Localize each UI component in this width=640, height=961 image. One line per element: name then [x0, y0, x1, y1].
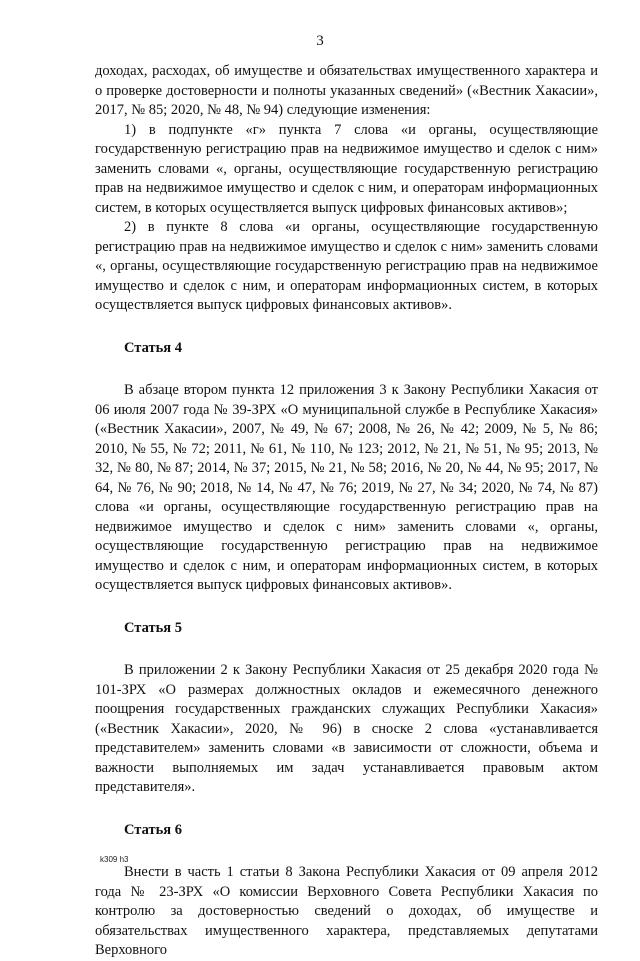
article-5-title: Статья 5 — [124, 619, 182, 636]
spacer — [95, 596, 598, 619]
article-6-title: Статья 6 — [124, 821, 182, 838]
amendment-item-2: 2) в пункте 8 слова «и органы, осуществляющие государственную регистрацию прав на недвижимое имущество и сделок с ним» заменить словами «, органы, осуществляющие государственную регистрацию прав на недвижимое имущество и сделок с ним, и операторам информационных систем, в которых осуществляется выпуск цифровых финансовых активов». — [95, 219, 598, 313]
article-6-text: Внести в часть 1 статьи 8 Закона Республики Хакасия от 09 апреля 2012 года № 23-ЗРХ «О комиссии Верховного Совета Республики Хакасия по контролю за достоверностью сведений о доходах, об имуществе и обязательствах имущественного характера, представляемых депутатами Верховного — [95, 864, 598, 958]
page-number: 3 — [316, 33, 324, 49]
spacer — [95, 358, 598, 381]
article-4-text: В абзаце втором пункта 12 приложения 3 к Закону Республики Хакасия от 06 июля 2007 года № 39-ЗРХ «О муниципальной службе в Республике Хакасия» («Вестник Хакасии», 2007, № 49, № 67; 2008, № 26, № 42; 2009, № 5, № 86; 2010, № 55, № 72; 2011, № 61, № 110, № 123; 2012, № 21, № 51, № 95; 2013, № 32, № 80, № 87; 2014, № 37; 2015, № 21, № 58; 2016, № 20, № 44, № 95; 2017, № 64, № 76, № 90; 2018, № 14, № 47, № 76; 2019, № 27, № 34; 2020, № 74, № 87) слова «и органы, осуществляющие государственную регистрацию прав на недвижимое имущество и сделок с ним» заменить словами «, органы, осуществляющие государственную регистрацию прав на недвижимое имущество и сделок с ним, и операторам информационных систем, в которых осуществляется выпуск цифровых финансовых активов». — [95, 382, 598, 593]
intro-paragraph: доходах, расходах, об имуществе и обязательствах имущественного характера и о проверке достоверности и полноты указанных сведений» («Вестник Хакасии», 2017, № 85; 2020, № 48, № 94) следующие изменения: — [95, 63, 598, 118]
spacer — [95, 798, 598, 821]
document-body — [95, 62, 598, 961]
spacer — [95, 316, 598, 339]
article-4-title: Статья 4 — [124, 339, 182, 356]
amendment-item-1: 1) в подпункте «г» пункта 7 слова «и органы, осуществляющие государственную регистрацию прав на недвижимое имущество и сделок с ним» заменить словами «, органы, осуществляющие государственную регистрацию прав на недвижимое имущество и сделок с ним, и операторам информационных систем, в которых осуществляется выпуск цифровых финансовых активов»; — [95, 121, 598, 216]
article-5-text: В приложении 2 к Закону Республики Хакасия от 25 декабря 2020 года № 101-ЗРХ «О размерах должностных окладов и ежемесячного денежного поощрения государственных гражданских служащих Республики Хакасия» («Вестник Хакасии», 2020, № 96) в сноске 2 слова «устанавливается представителем» заменить словами «в зависимости от сложности, объема и важности выполняемых им задач устанавливается правовым актом представителя». — [95, 662, 598, 795]
spacer — [95, 840, 598, 863]
spacer — [95, 638, 598, 661]
footer-code: k309 h3 — [100, 855, 129, 864]
